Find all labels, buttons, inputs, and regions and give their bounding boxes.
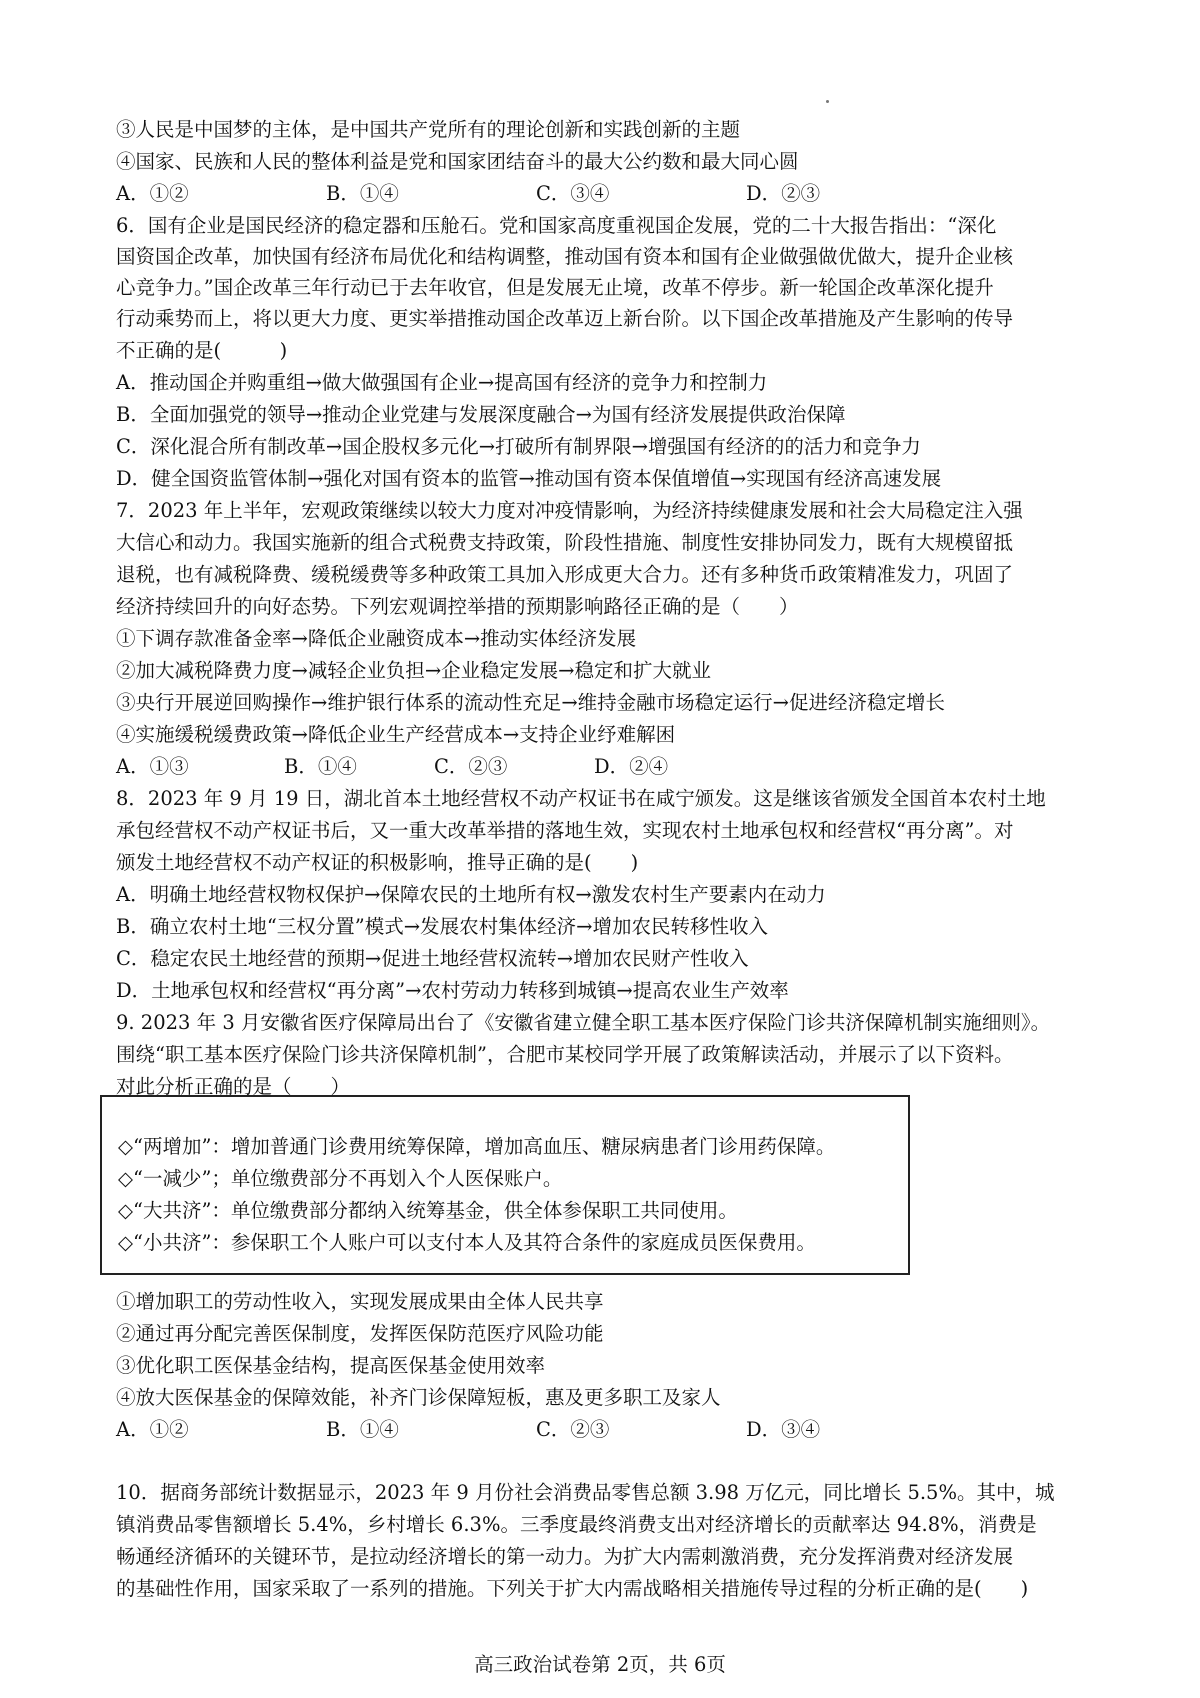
material-box [100,1095,910,1275]
material-line: ◇“小共济”：参保职工个人账户可以支付本人及其符合条件的家庭成员医保费用。 [118,1231,816,1254]
q10-stem-line: 的基础性作用，国家采取了一系列的措施。下列关于扩大内需战略相关措施传导过程的分析正确的是( ) [116,1577,1029,1600]
q9-option-d: D．③④ [746,1418,821,1441]
q9-stem-line: 9. 2023 年 3 月安徽省医疗保障局出台了《安徽省建立健全职工基本医疗保险门诊共济保障机制实施细则》。 [116,1011,1051,1034]
q8-option-c: C．稳定农民土地经营的预期→促进土地经营权流转→增加农民财产性收入 [116,947,749,970]
q7-item-4: ④实施缓税缓费政策→降低企业生产经营成本→支持企业纾难解困 [116,723,676,746]
q9-option-c: C．②③ [536,1418,610,1441]
q7-stem-line: 退税，也有减税降费、缓税缓费等多种政策工具加入形成更大合力。还有多种货币政策精准发力，巩固了 [116,563,1014,586]
q7-item-1: ①下调存款准备金率→降低企业融资成本→推动实体经济发展 [116,627,637,650]
q7-stem-line: 大信心和动力。我国实施新的组合式税费支持政策，阶段性措施、制度性安排协同发力，既有大规模留抵 [116,531,1014,554]
q6-option-c: C．深化混合所有制改革→国企股权多元化→打破所有制界限→增强国有经济的的活力和竞争力 [116,435,921,458]
q9-option-b: B．①④ [326,1418,399,1441]
q7-item-2: ②加大减税降费力度→减轻企业负担→企业稳定发展→稳定和扩大就业 [116,659,712,682]
q7-option-c: C．②③ [434,755,508,778]
material-line: ◇“两增加”：增加普通门诊费用统筹保障，增加高血压、糖尿病患者门诊用药保障。 [118,1135,836,1158]
page-footer: 高三政治试卷第 2页，共 6页 [474,1653,726,1676]
q9-stem-line: 围绕“职工基本医疗保险门诊共济保障机制”，合肥市某校同学开展了政策解读活动，并展示了以下资料。 [116,1043,1014,1066]
q6-stem-line: 不正确的是( ) [116,339,288,362]
q7-option-a: A．①③ [116,755,189,778]
q6-option-d: D．健全国资监管体制→强化对国有资本的监管→推动国有资本保值增值→实现国有经济高速发展 [116,467,942,490]
scan-speck [826,100,829,103]
q10-stem-line: 镇消费品零售额增长 5.4%，乡村增长 6.3%。三季度最终消费支出对经济增长的贡献率达 94.8%，消费是 [116,1513,1037,1536]
material-line: ◇“大共济”：单位缴费部分都纳入统筹基金，供全体参保职工共同使用。 [118,1199,738,1222]
q10-stem-line: 畅通经济循环的关键环节，是拉动经济增长的第一动力。为扩大内需刺激消费，充分发挥消费对经济发展 [116,1545,1014,1568]
q10-stem-line: 10．据商务部统计数据显示，2023 年 9 月份社会消费品零售总额 3.98 万亿元，同比增长 5.5%。其中，城 [116,1481,1055,1504]
q9-item-1: ①增加职工的劳动性收入，实现发展成果由全体人民共享 [116,1290,604,1313]
q9-item-3: ③优化职工医保基金结构，提高医保基金使用效率 [116,1354,546,1377]
q8-stem-line: 承包经营权不动产权证书后，又一重大改革举措的落地生效，实现农村土地承包权和经营权“再分离”。对 [116,819,1014,842]
q7-item-3: ③央行开展逆回购操作→维护银行体系的流动性充足→维持金融市场稳定运行→促进经济稳定增长 [116,691,946,714]
q6-stem-line: 行动乘势而上，将以更大力度、更实举措推动国企改革迈上新台阶。以下国企改革措施及产生影响的传导 [116,307,1014,330]
q5-item-3: ③人民是中国梦的主体，是中国共产党所有的理论创新和实践创新的主题 [116,118,741,141]
q6-option-b: B．全面加强党的领导→推动企业党建与发展深度融合→为国有经济发展提供政治保障 [116,403,846,426]
q8-option-d: D．土地承包权和经营权“再分离”→农村劳动力转移到城镇→提高农业生产效率 [116,979,789,1002]
q8-option-b: B．确立农村土地“三权分置”模式→发展农村集体经济→增加农民转移性收入 [116,915,768,938]
q5-option-a: A．①② [116,182,189,205]
q9-item-4: ④放大医保基金的保障效能，补齐门诊保障短板，惠及更多职工及家人 [116,1386,721,1409]
q9-stem-line: 对此分析正确的是（ ） [116,1075,351,1098]
q6-stem-line: 6．国有企业是国民经济的稳定器和压舱石。党和国家高度重视国企发展，党的二十大报告指出：“深化 [116,214,997,237]
q5-option-d: D．②③ [746,182,821,205]
q6-option-a: A．推动国企并购重组→做大做强国有企业→提高国有经济的竞争力和控制力 [116,371,768,394]
q6-stem-line: 心竞争力。”国企改革三年行动已于去年收官，但是发展无止境，改革不停步。新一轮国企改革深化提升 [116,276,994,299]
q6-stem-line: 国资国企改革，加快国有经济布局优化和结构调整，推动国有资本和国有企业做强做优做大，提升企业核 [116,245,1014,268]
material-line: ◇“一减少”；单位缴费部分不再划入个人医保账户。 [118,1167,563,1190]
q8-option-a: A．明确土地经营权物权保护→保障农民的土地所有权→激发农村生产要素内在动力 [116,883,826,906]
q9-option-a: A．①② [116,1418,189,1441]
q7-stem-line: 经济持续回升的向好态势。下列宏观调控举措的预期影响路径正确的是（ ） [116,595,799,618]
q5-option-c: C．③④ [536,182,610,205]
q5-item-4: ④国家、民族和人民的整体利益是党和国家团结奋斗的最大公约数和最大同心圆 [116,150,799,173]
q5-option-b: B．①④ [326,182,399,205]
q7-stem-line: 7．2023 年上半年，宏观政策继续以较大力度对冲疫情影响，为经济持续健康发展和社会大局稳定注入强 [116,499,1023,522]
q7-option-d: D．②④ [594,755,669,778]
q7-option-b: B．①④ [284,755,357,778]
q8-stem-line: 8．2023 年 9 月 19 日，湖北首本土地经营权不动产权证书在咸宁颁发。这是继该省颁发全国首本农村土地 [116,787,1046,810]
q9-item-2: ②通过再分配完善医保制度，发挥医保防范医疗风险功能 [116,1322,604,1345]
q8-stem-line: 颁发土地经营权不动产权证的积极影响，推导正确的是( ) [116,851,639,874]
